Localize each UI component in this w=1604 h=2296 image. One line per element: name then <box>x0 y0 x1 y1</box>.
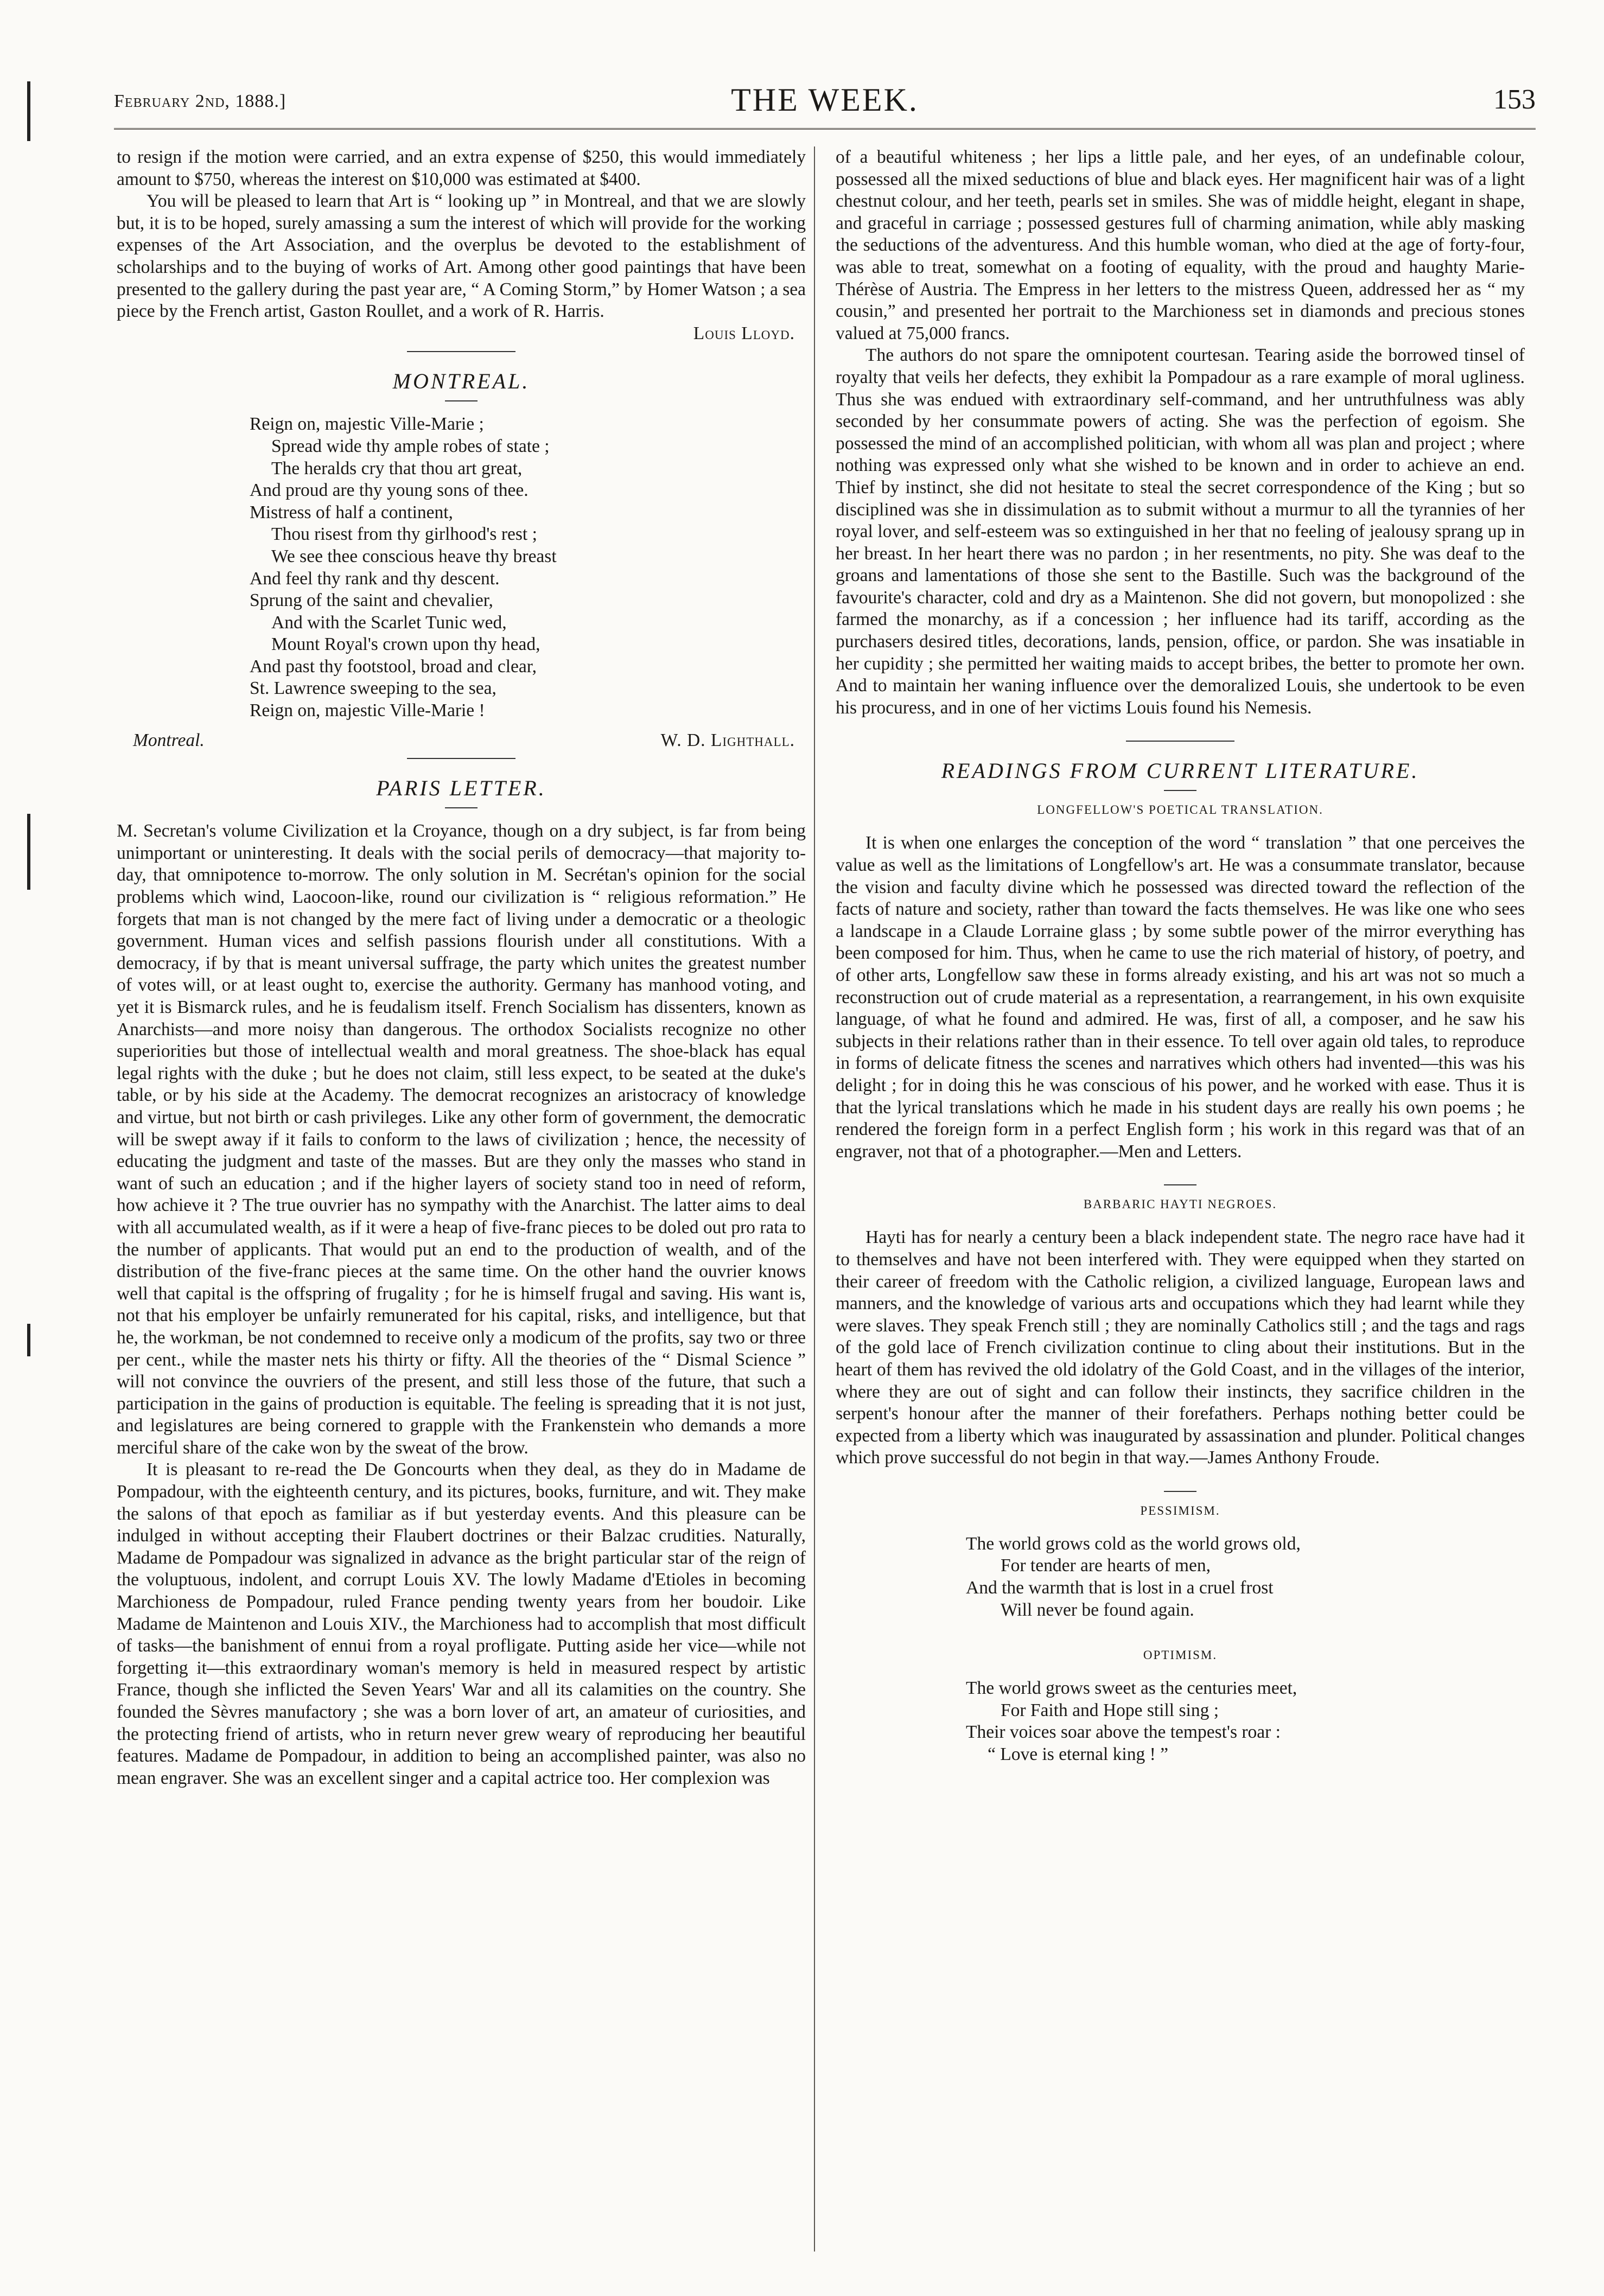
section-rule <box>1126 741 1234 742</box>
poem-pessimism <box>836 1533 1525 1621</box>
poem-place: Montreal. <box>133 730 205 750</box>
poem-signature <box>117 730 806 752</box>
page-header <box>114 81 1536 125</box>
subheading: BARBARIC HAYTI NEGROES. <box>1083 1197 1277 1211</box>
margin-mark <box>27 814 30 890</box>
poem-line: Will never be found again. <box>1001 1599 1194 1620</box>
poem-line: Reign on, majestic Ville-Marie ; <box>250 414 484 435</box>
subheading: PESSIMISM. <box>1140 1503 1220 1517</box>
margin-mark <box>27 81 30 141</box>
poem-line: Spread wide thy ample robes of state ; <box>271 436 550 456</box>
article-paragraph: It is pleasant to re-read the De Goncourts when they deal, as they do in Madame de Pompadour, with the eighteenth century, and its pictures, books, furniture, and wit. They make the salons of that epoch as familiar as if but yesterday events. And this pleasure can be indulged in without accepting their Flaubert doctrines or their Balzac crudities. Naturally, Madame de Pompadour was signalized in advance as the bright particular star of the reign of the voluptuous, indolent, and corrupt Louis XV. The lowly Madame d'Etioles in becoming Marchioness de Pompadour, ruled France pending twenty years from her boudoir. Like Madame de Maintenon and Louis XIV., the Marchioness had to accomplish that most difficult of tasks—the banishment of ennui from a royal profligate. Putting aside her vice—while not forgetting it—this extraordinary woman's memory is held in measured respect by artistic France, though she inflicted the Seven Years' War and all its calamities on the country. She founded the Sèvres manufactory ; she was a born lover of art, an amateur of curiosities, and the protecting friend of artists, who in return never grew weary of reproducing her beautiful features. Madame de Pompadour, in addition to being an accomplished painter, was also no mean engraver. She was an excellent singer and a capital actrice too. Her complexion was <box>117 1459 806 1788</box>
header-rule <box>114 128 1536 130</box>
left-column <box>117 146 806 1789</box>
poem-title: MONTREAL. <box>392 369 530 394</box>
section-rule <box>1164 1491 1196 1492</box>
poem-line: And feel thy rank and thy descent. <box>250 568 500 589</box>
title-rule <box>445 807 478 808</box>
poem-line: We see thee conscious heave thy breast <box>271 546 557 566</box>
section-title: PARIS LETTER. <box>376 776 546 801</box>
article-paragraph: to resign if the motion were carried, and an extra expense of $250, this would immediately amount to $750, whereas the interest on $10,000 was estimated at $400. <box>117 147 806 189</box>
page-number: 153 <box>1493 84 1536 115</box>
poem-line: For tender are hearts of men, <box>1001 1555 1211 1576</box>
publication-title: THE WEEK. <box>731 82 919 118</box>
poem-author: W. D. Lighthall. <box>660 730 795 750</box>
right-column <box>836 146 1525 1766</box>
article-paragraph: The authors do not spare the omnipotent courtesan. Tearing aside the borrowed tinsel of royalty that veils her defects, they exhibit la Pompadour as a rare example of moral ugliness. Thus she was endued with extraordinary self-command, and her untruthfulness was ably seconded by her consummate powers of acting. She was the perfection of egoism. She possessed the mind of an accomplished politician, with whom all was plan and project ; where nothing was expressed only what she wished to be known and in order to achieve an end. Thief by instinct, she did not hesitate to steal the secret correspondence of the King ; but so disciplined was she in dissimulation as to submit without a murmur to all the tyrannies of her royal lover, and self-esteem was so extinguished in her that no feeling of jealousy sprang up in her breast. In her heart there was no pardon ; in her resentments, no pity. She was deaf to the groans and lamentations of those she sent to the Bastille. Such was the background of the favourite's character, cold and dry as a Maintenon. She did not govern, but monopolized : she farmed the monarchy, as if a concession ; her influence had its tariff, according as the purchasers desired titles, decorations, lands, pension, office, or pardon. She was insatiable in her cupidity ; she permitted her waiting maids to accept bribes, the better to promote her own. And to maintain her waning influence over the demoralized Louis, she undertook to be even his procuress, and in one of her victims Louis found his Nemesis. <box>836 345 1525 718</box>
section-rule <box>407 758 515 759</box>
poem-line: “ Love is eternal king ! ” <box>988 1744 1169 1765</box>
poem-line: Mistress of half a continent, <box>250 502 453 522</box>
title-rule <box>445 400 478 401</box>
poem-line: Thou risest from thy girlhood's rest ; <box>271 524 537 545</box>
poem-montreal <box>117 413 806 722</box>
poem-line: The world grows sweet as the centuries meet, <box>966 1678 1297 1699</box>
poem-line: And proud are thy young sons of thee. <box>250 480 529 501</box>
poem-line: And the warmth that is lost in a cruel frost <box>966 1578 1274 1598</box>
article-paragraph: M. Secretan's volume Civilization et la Croyance, though on a dry subject, is far from being unimportant or uninteresting. It deals with the social perils of democracy—that majority to-day, that omnipotence to-morrow. The only solution in M. Secrétan's opinion for the social problems which wind, Laocoon-like, round our civilization is “ religious reformation.” He forgets that man is not changed by the mere fact of living under a democratic or a theologic government. Human vices and selfish passions flourish under all constitutions. With a democracy, if by that is meant universal suffrage, the party which unites the greatest number of votes will, or at least ought to, exercise the authority. Germany has manhood voting, and yet it is Bismarck rules, and he is feudalism itself. French Socialism has dissenters, known as Anarchists—and more noisy than dangerous. The orthodox Socialists recognize no other superiorities but those of intellectual wealth and moral greatness. The shoe-black has equal legal rights with the duke ; but he does not claim, still less expect, to be seated at the duke's table, or by his side at the Academy. The democrat recognizes an aristocracy of knowledge and virtue, but not birth or cash privileges. Like any other form of government, the democratic will be swept away if it fails to conform to the laws of civilization ; hence, the necessity of educating the judgment and taste of the masses. But are they only the masses who stand in want of such an education ; and if the higher layers of society stand too in need of reform, how achieve it ? The true ouvrier has no sympathy with the Anarchist. The latter aims to deal with all accumulated wealth, as if it were a heap of five-franc pieces to be doled out pro rata to the number of applicants. That would put an end to the production of wealth, and of the distribution of the five-franc pieces at the same time. On the other hand the ouvrier knows well that capital is the offspring of frugality ; for he is himself frugal and saving. His want is, not that his employer be unfairly remunerated for his capital, risks, and intelligence, but that he, the workman, be not condemned to receive only a modicum of the profits, say two or three per cent., while the master nets his thirty or fifty. All the theories of the “ Dismal Science ” will not convince the ouvriers of the present, and still less those of the future, that such a participation in the gains of production is equitable. The feeling is spreading that it is not just, and legislatures are being cornered to grapple with the Frankenstein who demands a more merciful share of the cake won by the sweat of the brow. <box>117 821 806 1458</box>
poem-line: Sprung of the saint and chevalier, <box>250 590 493 611</box>
subheading: LONGFELLOW'S POETICAL TRANSLATION. <box>1037 803 1323 817</box>
poem-optimism <box>836 1678 1525 1765</box>
article-paragraph: It is when one enlarges the conception of the word “ translation ” that one perceives the value as well as the limitations of Longfellow's art. He was a consummate translator, because the vision and faculty divine which he possessed was directed toward the reflection of the facts of nature and society, rather than toward the facts themselves. He was like one who sees a landscape in a Claude Lorraine glass ; by some subtle power of the mirror everything has been composed for him. Thus, when he came to use the rich material of history, of poetry, and of other arts, Longfellow saw these in forms already existing, and his art was not so much a reconstruction out of crude material as a representation, a rearrangement, in his own exquisite language, of what he found and admired. He was, first of all, a composer, and he saw his subjects in their relations rather than in their essence. To tell over again old tales, to reproduce in forms of delicate fitness the scenes and narratives which others had invented—this was his delight ; for in doing this he was conscious of his power, and he worked with ease. Thus it is that the lyrical translations which he made in his student days are really his own poems ; he rendered the foreign form in a perfect English form ; his work in this regard was that of an engraver, not that of a photographer.—Men and Letters. <box>836 833 1525 1162</box>
issue-date: February 2nd, 1888.] <box>114 91 287 111</box>
poem-line: Mount Royal's crown upon thy head, <box>271 634 540 655</box>
poem-line: Reign on, majestic Ville-Marie ! <box>250 700 485 721</box>
poem-line: For Faith and Hope still sing ; <box>1001 1700 1219 1720</box>
article-paragraph: Hayti has for nearly a century been a black independent state. The negro race have had it to themselves and have not been interfered with. They were equipped when they started on their career of freedom with the Catholic religion, a civilized language, European laws and manners, and the knowledge of various arts and occupations which they had learnt while they were slaves. They speak French still ; they are nominally Catholics still ; and the tags and rags of the gold lace of French civilization continue to cling about their institutions. But in the heart of them has revived the old idolatry of the Gold Coast, and in the villages of the interior, where they are out of sight and can follow their instincts, they sacrifice children in the serpent's honour after the manner of their forefathers. Perhaps nothing better could be expected from a liberty which was inaugurated by assassination and plunder. Political changes which prove successful do not begin in that way.—James Anthony Froude. <box>836 1227 1525 1468</box>
title-rule <box>1164 790 1196 791</box>
section-rule <box>407 351 515 352</box>
section-title: READINGS FROM CURRENT LITERATURE. <box>941 758 1420 783</box>
poem-line: And with the Scarlet Tunic wed, <box>271 612 507 633</box>
article-paragraph: of a beautiful whiteness ; her lips a little pale, and her eyes, of an undefinable colour, possessed all the mixed seductions of blue and black eyes. Her magnificent hair was of a light chestnut colour, and her teeth, pearls set in smiles. She was of middle height, elegant in shape, and graceful in carriage ; possessed gestures full of charming animation, while ably masking the seductions of the adventuress. And this humble woman, who died at the age of forty-four, was able to treat, somewhat on a footing of equality, with the proud and haughty Marie-Thérèse of Austria. The Empress in her letters to the mistress Queen, addressed her as “ my cousin,” and presented her portrait to the Marchioness set in diamonds and precious stones valued at 75,000 francs. <box>836 147 1525 343</box>
poem-line: St. Lawrence sweeping to the sea, <box>250 678 497 699</box>
article-paragraph: You will be pleased to learn that Art is “ looking up ” in Montreal, and that we are slowly but, it is to be hoped, surely amassing a sum the interest of which will provide for the working expenses of the Art Association, and the overplus be devoted to the establishment of scholarships and to the buying of works of Art. Among other good paintings that have been presented to the gallery during the past year are, “ A Coming Storm,” by Homer Watson ; a sea piece by the French artist, Gaston Roullet, and a work of R. Harris. <box>117 191 806 322</box>
poem-line: The heralds cry that thou art great, <box>271 458 523 479</box>
poem-line: The world grows cold as the world grows old, <box>966 1533 1301 1554</box>
subheading: OPTIMISM. <box>1143 1648 1218 1662</box>
column-divider <box>814 146 815 2252</box>
poem-line: Their voices soar above the tempest's roar : <box>966 1722 1281 1743</box>
author-signature: Louis Lloyd. <box>693 323 795 343</box>
signature-line <box>117 323 806 345</box>
margin-mark <box>27 1324 30 1356</box>
poem-line: And past thy footstool, broad and clear, <box>250 656 537 677</box>
section-rule <box>1164 1184 1196 1185</box>
